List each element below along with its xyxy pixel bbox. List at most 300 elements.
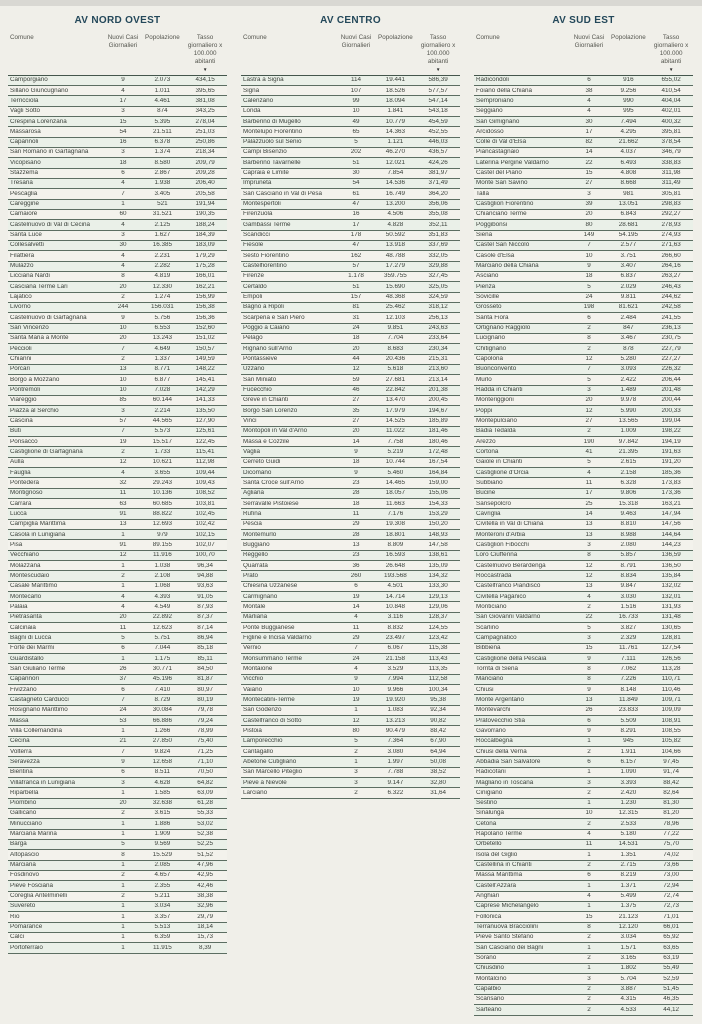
popolazione-cell: 2.329 — [620, 634, 637, 641]
popolazione-cell: 4.037 — [620, 149, 637, 156]
table-row — [8, 881, 227, 891]
column-header-nuovi-casi[interactable]: Nuovi Casi Giornalieri — [573, 34, 605, 49]
comune-cell: Castelnuovo di Val di Cecina — [10, 221, 91, 228]
table-row — [474, 241, 693, 251]
tasso-cell: 87,37 — [197, 614, 213, 621]
table-row — [8, 819, 227, 829]
column-header-tasso[interactable] — [183, 34, 227, 73]
popolazione-cell: 945 — [623, 738, 634, 745]
nuovi-casi-cell: 13 — [585, 696, 593, 703]
table-row — [8, 933, 227, 943]
table-row — [474, 664, 693, 674]
nuovi-casi-cell: 2 — [121, 572, 125, 579]
column-header-popolazione[interactable]: Popolazione — [611, 34, 646, 41]
popolazione-cell: 21.395 — [618, 449, 639, 455]
comune-cell: Sillano Giuncugnano — [10, 87, 69, 94]
nuovi-casi-cell: 54 — [352, 180, 360, 187]
nuovi-casi-cell: 6 — [121, 769, 125, 776]
tasso-cell: 144,64 — [661, 531, 681, 538]
tasso-cell: 96,34 — [197, 562, 213, 569]
popolazione-cell: 17.979 — [385, 407, 406, 414]
column-header-popolazione[interactable]: Popolazione — [145, 34, 180, 41]
column-header-nuovi-casi[interactable]: Nuovi Casi Giornalieri — [340, 34, 372, 49]
popolazione-cell: 18.526 — [385, 87, 406, 94]
popolazione-cell: 3.393 — [620, 779, 637, 786]
nuovi-casi-cell: 1.178 — [348, 273, 364, 280]
comune-cell: San Casciano in Val di Pesa — [243, 190, 322, 197]
nuovi-casi-cell: 8 — [587, 665, 591, 672]
popolazione-cell: 4.828 — [387, 221, 404, 228]
table-row — [474, 995, 693, 1005]
comune-cell: Cavriglia — [476, 510, 501, 517]
nuovi-casi-cell: 3 — [121, 407, 125, 414]
comune-cell: Gaiole in Chianti — [476, 459, 523, 466]
comune-cell: Cecina — [10, 738, 30, 745]
nuovi-casi-cell: 6 — [587, 758, 591, 765]
comune-cell: Capalbio — [476, 986, 501, 993]
tasso-cell: 213,60 — [428, 366, 448, 373]
comune-cell: Scandicci — [243, 232, 270, 239]
tasso-cell: 191,20 — [661, 459, 681, 466]
table-row — [8, 768, 227, 778]
nuovi-casi-cell: 14 — [352, 438, 360, 445]
comune-cell: Montopoli in Val d'Arno — [243, 428, 308, 435]
tasso-cell: 246,43 — [661, 283, 681, 290]
popolazione-cell: 2.282 — [154, 263, 171, 270]
tasso-cell: 454,59 — [428, 118, 448, 125]
popolazione-cell: 3.034 — [620, 934, 637, 941]
nuovi-casi-cell: 3 — [354, 769, 358, 776]
nuovi-casi-cell: 114 — [350, 77, 361, 84]
tasso-cell: 135,84 — [661, 572, 681, 579]
comune-cell: Massa Marittima — [476, 872, 523, 879]
table-row — [8, 902, 227, 912]
nuovi-casi-cell: 30 — [352, 170, 360, 177]
table-row — [241, 582, 460, 592]
tasso-cell: 155,06 — [428, 490, 448, 497]
table-row — [474, 726, 693, 736]
table-row — [241, 427, 460, 437]
tasso-cell: 55,49 — [663, 965, 679, 972]
tasso-cell: 44,12 — [663, 1006, 679, 1013]
popolazione-cell: 4.533 — [620, 1006, 637, 1013]
tasso-cell: 38,52 — [430, 769, 446, 776]
nuovi-casi-cell: 53 — [119, 717, 127, 724]
section-av-nord-ovest — [8, 6, 227, 1016]
popolazione-cell: 30.771 — [152, 665, 173, 672]
tasso-cell: 173,36 — [661, 490, 681, 497]
comune-cell: Vagli Sotto — [10, 108, 40, 115]
table-row — [474, 623, 693, 633]
tasso-cell: 213,14 — [428, 376, 448, 383]
comune-cell: Radda in Chianti — [476, 387, 523, 394]
tasso-cell: 311,49 — [661, 180, 681, 187]
nuovi-casi-cell: 12 — [352, 717, 360, 724]
comune-cell: Quarrata — [243, 562, 268, 569]
sort-descending-icon[interactable]: ▼ — [668, 66, 674, 72]
comune-cell: San Giuliano Terme — [10, 665, 66, 672]
popolazione-cell: 1.997 — [387, 758, 404, 765]
tasso-cell: 150,20 — [428, 521, 448, 528]
table-row — [241, 757, 460, 767]
popolazione-cell: 4.819 — [154, 273, 171, 280]
nuovi-casi-cell: 18 — [352, 335, 360, 342]
column-header-tasso[interactable] — [649, 34, 693, 73]
tasso-cell: 102,45 — [195, 510, 215, 517]
comune-cell: Villa Collemandina — [10, 727, 63, 734]
nuovi-casi-cell: 3 — [587, 541, 591, 548]
table-row — [474, 520, 693, 530]
comune-cell: Abbadia San Salvatore — [476, 758, 541, 765]
tasso-cell: 424,26 — [428, 159, 448, 166]
comune-cell: Sarteano — [476, 1006, 502, 1013]
table-row — [241, 623, 460, 633]
nuovi-casi-cell: 3 — [121, 108, 125, 115]
tasso-cell: 190,35 — [195, 211, 215, 218]
table-row — [8, 313, 227, 323]
tasso-cell: 434,15 — [195, 77, 215, 84]
nuovi-casi-cell: 8 — [587, 335, 591, 342]
popolazione-cell: 5.618 — [387, 366, 404, 373]
nuovi-casi-cell: 7 — [587, 366, 591, 373]
nuovi-casi-cell: 10 — [352, 108, 360, 115]
column-header-tasso-label: Tasso giornaliero x 100.000 abitanti — [187, 34, 223, 65]
nuovi-casi-cell: 10 — [119, 376, 127, 383]
table-row — [474, 602, 693, 612]
table-row — [241, 685, 460, 695]
popolazione-cell: 1.733 — [154, 449, 171, 455]
table-row — [8, 561, 227, 571]
table-row — [474, 437, 693, 447]
tasso-cell: 132,02 — [661, 583, 681, 590]
popolazione-cell: 5.704 — [620, 975, 637, 982]
comune-cell: Arcidosso — [476, 128, 504, 135]
nuovi-casi-cell: 99 — [352, 97, 360, 104]
popolazione-cell: 2.867 — [154, 170, 171, 177]
comune-cell: Castiglion Fibocchi — [476, 541, 529, 548]
comune-cell: San Godenzo — [243, 707, 282, 714]
comune-cell: Ponte Buggianese — [243, 624, 295, 631]
table-row — [8, 520, 227, 530]
table-row — [474, 468, 693, 478]
comune-cell: Monteroni d'Arbia — [476, 531, 526, 538]
comune-cell: Palaia — [10, 603, 28, 610]
tasso-cell: 63,65 — [663, 944, 679, 951]
tasso-cell: 86,94 — [197, 634, 213, 641]
popolazione-cell: 1.909 — [154, 831, 171, 838]
tasso-cell: 102,07 — [195, 541, 215, 548]
table-row — [8, 489, 227, 499]
nuovi-casi-cell: 23 — [352, 552, 360, 559]
comune-cell: Cantagallo — [243, 748, 274, 755]
tasso-cell: 109,71 — [661, 696, 681, 703]
table-row — [241, 148, 460, 158]
comune-cell: San Marcello Piteglio — [243, 769, 303, 776]
table-row — [241, 324, 460, 334]
nuovi-casi-cell: 9 — [587, 263, 591, 270]
popolazione-cell: 990 — [623, 97, 634, 104]
nuovi-casi-cell: 9 — [354, 469, 358, 476]
table-row — [474, 509, 693, 519]
comune-cell: Chiusdino — [476, 965, 505, 972]
comune-cell: Marciana — [10, 862, 36, 869]
table-row — [474, 840, 693, 850]
tasso-cell: 109,09 — [661, 707, 681, 714]
tasso-cell: 108,52 — [195, 490, 215, 497]
comune-cell: Borgo San Lorenzo — [243, 407, 298, 414]
comune-cell: Castiglion Fiorentino — [476, 201, 534, 208]
nuovi-casi-cell: 2 — [121, 449, 125, 455]
popolazione-cell: 26.648 — [385, 562, 406, 569]
table-row — [8, 644, 227, 654]
nuovi-casi-cell: 7 — [587, 242, 591, 249]
popolazione-cell: 12.658 — [152, 758, 173, 765]
column-header-tasso[interactable] — [416, 34, 460, 73]
table-row — [474, 716, 693, 726]
table-row — [241, 468, 460, 478]
tasso-cell: 329,88 — [428, 263, 448, 270]
table-row — [8, 478, 227, 488]
table-row — [8, 623, 227, 633]
column-header-comune[interactable]: Comune — [10, 34, 34, 41]
table-row — [241, 396, 460, 406]
table-row — [8, 344, 227, 354]
comune-cell: Piazza al Serchio — [10, 407, 59, 414]
tasso-cell: 81,30 — [663, 800, 679, 807]
tasso-cell: 200,44 — [661, 397, 681, 404]
comune-cell: Calci — [10, 934, 24, 941]
tasso-cell: 180,46 — [428, 438, 448, 445]
nuovi-casi-cell: 51 — [352, 159, 360, 166]
tasso-cell: 205,58 — [195, 190, 215, 197]
tasso-cell: 135,50 — [195, 407, 215, 414]
tasso-cell: 381,97 — [428, 170, 448, 177]
comune-cell: Coreglia Antelminelli — [10, 893, 68, 900]
table-row — [8, 912, 227, 922]
nuovi-casi-cell: 3 — [587, 634, 591, 641]
comune-cell: Monsummano Terme — [243, 655, 303, 662]
popolazione-cell: 1.068 — [154, 583, 171, 590]
table-row — [8, 365, 227, 375]
table-row — [8, 241, 227, 251]
sort-descending-icon[interactable]: ▼ — [202, 66, 208, 72]
nuovi-casi-cell: 1 — [121, 789, 125, 796]
tasso-cell: 153,29 — [428, 510, 448, 517]
popolazione-cell: 6.322 — [387, 789, 404, 796]
table-row — [241, 355, 460, 365]
tasso-cell: 218,34 — [195, 149, 215, 156]
popolazione-cell: 8.148 — [620, 686, 637, 693]
nuovi-casi-cell: 9 — [354, 449, 358, 455]
popolazione-cell: 13.565 — [618, 418, 639, 425]
comune-cell: Campiglia Marittima — [10, 521, 66, 528]
table-row — [241, 169, 460, 179]
regions-table-container — [0, 6, 702, 1016]
nuovi-casi-cell: 20 — [352, 428, 360, 435]
table-row — [241, 417, 460, 427]
nuovi-casi-cell: 7 — [354, 645, 358, 652]
popolazione-cell: 13.470 — [385, 397, 406, 404]
popolazione-cell: 7.494 — [620, 118, 637, 125]
table-row — [241, 262, 460, 272]
table-row — [241, 644, 460, 654]
comune-cell: Reggello — [243, 552, 268, 559]
comune-cell: Massa e Cozzile — [243, 438, 290, 445]
nuovi-casi-cell: 157 — [350, 294, 362, 301]
nuovi-casi-cell: 2 — [587, 986, 591, 993]
popolazione-cell: 3.407 — [620, 263, 637, 270]
nuovi-casi-cell: 24 — [585, 294, 593, 301]
popolazione-cell: 2.715 — [620, 862, 637, 869]
comune-cell: Talla — [476, 190, 489, 197]
table-row — [474, 293, 693, 303]
table-row — [8, 200, 227, 210]
comune-cell: Campagnatico — [476, 634, 517, 641]
column-header-nuovi-casi[interactable]: Nuovi Casi Giornalieri — [107, 34, 139, 49]
tasso-cell: 274,93 — [661, 232, 681, 239]
popolazione-cell: 6.493 — [620, 159, 637, 166]
nuovi-casi-cell: 5 — [121, 634, 125, 641]
tasso-cell: 351,83 — [428, 232, 448, 239]
popolazione-cell: 5.751 — [154, 634, 171, 641]
popolazione-cell: 7.410 — [154, 686, 171, 693]
table-row — [8, 592, 227, 602]
nuovi-casi-cell: 12 — [119, 459, 127, 466]
table-row — [8, 396, 227, 406]
tasso-cell: 78,99 — [197, 727, 213, 734]
tasso-cell: 131,93 — [661, 603, 681, 610]
popolazione-cell: 21.158 — [385, 655, 406, 662]
table-row — [8, 551, 227, 561]
table-row — [8, 788, 227, 798]
comune-cell: Mulazzo — [10, 263, 34, 270]
nuovi-casi-cell: 44 — [352, 356, 360, 363]
tasso-cell: 109,44 — [195, 469, 215, 476]
comune-cell: Gambassi Terme — [243, 221, 291, 228]
comune-cell: Lucca — [10, 510, 27, 517]
tasso-cell: 152,60 — [195, 325, 215, 332]
nuovi-casi-cell: 14 — [585, 149, 593, 156]
popolazione-cell: 97.842 — [618, 438, 639, 445]
popolazione-cell: 4.808 — [620, 170, 637, 177]
popolazione-cell: 6.837 — [620, 273, 637, 280]
popolazione-cell: 19.920 — [385, 696, 406, 703]
popolazione-cell: 3.467 — [620, 335, 637, 342]
comune-cell: Santa Fiora — [476, 314, 509, 321]
table-row — [474, 551, 693, 561]
tasso-cell: 184,39 — [195, 232, 215, 239]
tasso-cell: 166,01 — [195, 273, 215, 280]
nuovi-casi-cell: 1 — [587, 965, 591, 972]
section-av-sud-est — [474, 6, 693, 1016]
tasso-cell: 181,46 — [428, 428, 448, 435]
section-title: AV SUD EST — [552, 15, 615, 26]
comune-cell: Montecarlo — [10, 593, 42, 600]
tasso-cell: 133,30 — [428, 583, 448, 590]
table-row — [241, 96, 460, 106]
table-row — [474, 819, 693, 829]
popolazione-cell: 11.022 — [385, 428, 405, 435]
table-row — [241, 726, 460, 736]
tasso-cell: 79,24 — [197, 717, 213, 724]
nuovi-casi-cell: 7 — [121, 748, 125, 755]
tasso-cell: 129,06 — [428, 603, 448, 610]
table-row — [241, 189, 460, 199]
popolazione-cell: 8.834 — [620, 572, 637, 579]
popolazione-cell: 9.978 — [620, 397, 637, 404]
comune-cell: Firenzuola — [243, 211, 273, 218]
popolazione-cell: 1.266 — [154, 727, 171, 734]
comune-cell: Isola del Giglio — [476, 851, 518, 858]
popolazione-cell: 15.318 — [618, 500, 639, 507]
table-row — [474, 850, 693, 860]
nuovi-casi-cell: 25 — [585, 500, 593, 507]
column-header-comune[interactable]: Comune — [243, 34, 267, 41]
nuovi-casi-cell: 80 — [352, 727, 360, 734]
table-row — [474, 406, 693, 416]
tasso-cell: 381,08 — [195, 97, 215, 104]
table-row — [8, 602, 227, 612]
table-row — [474, 675, 693, 685]
nuovi-casi-cell: 6 — [354, 583, 358, 590]
tasso-cell: 71,25 — [197, 748, 213, 755]
table-row — [474, 799, 693, 809]
nuovi-casi-cell: 2 — [354, 789, 358, 796]
nuovi-casi-cell: 82 — [585, 139, 593, 146]
tasso-cell: 378,54 — [661, 139, 681, 146]
tasso-cell: 55,33 — [197, 810, 213, 817]
comune-cell: Riparbella — [10, 789, 39, 796]
tasso-cell: 134,32 — [428, 572, 448, 579]
tasso-cell: 71,01 — [663, 913, 679, 920]
nuovi-casi-cell: 1 — [121, 583, 125, 590]
tasso-cell: 32,96 — [197, 903, 213, 910]
tasso-cell: 102,42 — [195, 521, 215, 528]
popolazione-cell: 11.761 — [618, 645, 638, 652]
table-row — [474, 613, 693, 623]
table-row — [8, 757, 227, 767]
comune-cell: Civitella in Val di Chiana — [476, 521, 544, 528]
nuovi-casi-cell: 18 — [352, 500, 360, 507]
column-header-comune[interactable]: Comune — [476, 34, 500, 41]
table-header — [8, 34, 227, 76]
tasso-cell: 242,58 — [661, 304, 681, 311]
popolazione-cell: 12.021 — [385, 159, 406, 166]
nuovi-casi-cell: 2 — [587, 428, 591, 435]
popolazione-cell: 45.196 — [152, 676, 173, 683]
tasso-cell: 38,38 — [197, 893, 213, 900]
tasso-cell: 92,34 — [430, 707, 446, 714]
comune-cell: Murlo — [476, 376, 492, 383]
table-row — [8, 675, 227, 685]
nuovi-casi-cell: 4 — [121, 263, 125, 270]
tasso-cell: 15,73 — [197, 934, 213, 941]
popolazione-cell: 5.756 — [154, 314, 171, 321]
tasso-cell: 110,71 — [661, 676, 681, 683]
tasso-cell: 236,13 — [661, 325, 681, 332]
comune-cell: Greve in Chianti — [243, 397, 289, 404]
tasso-cell: 159,00 — [428, 479, 448, 486]
comune-cell: Pescia — [243, 521, 262, 528]
column-header-popolazione[interactable]: Popolazione — [378, 34, 413, 41]
tasso-cell: 18,14 — [197, 924, 213, 931]
nuovi-casi-cell: 20 — [585, 397, 593, 404]
nuovi-casi-cell: 31 — [352, 314, 360, 321]
popolazione-cell: 11.916 — [152, 552, 172, 559]
sort-descending-icon[interactable]: ▼ — [435, 66, 441, 72]
tasso-cell: 113,28 — [661, 665, 681, 672]
tasso-cell: 81,20 — [663, 810, 679, 817]
